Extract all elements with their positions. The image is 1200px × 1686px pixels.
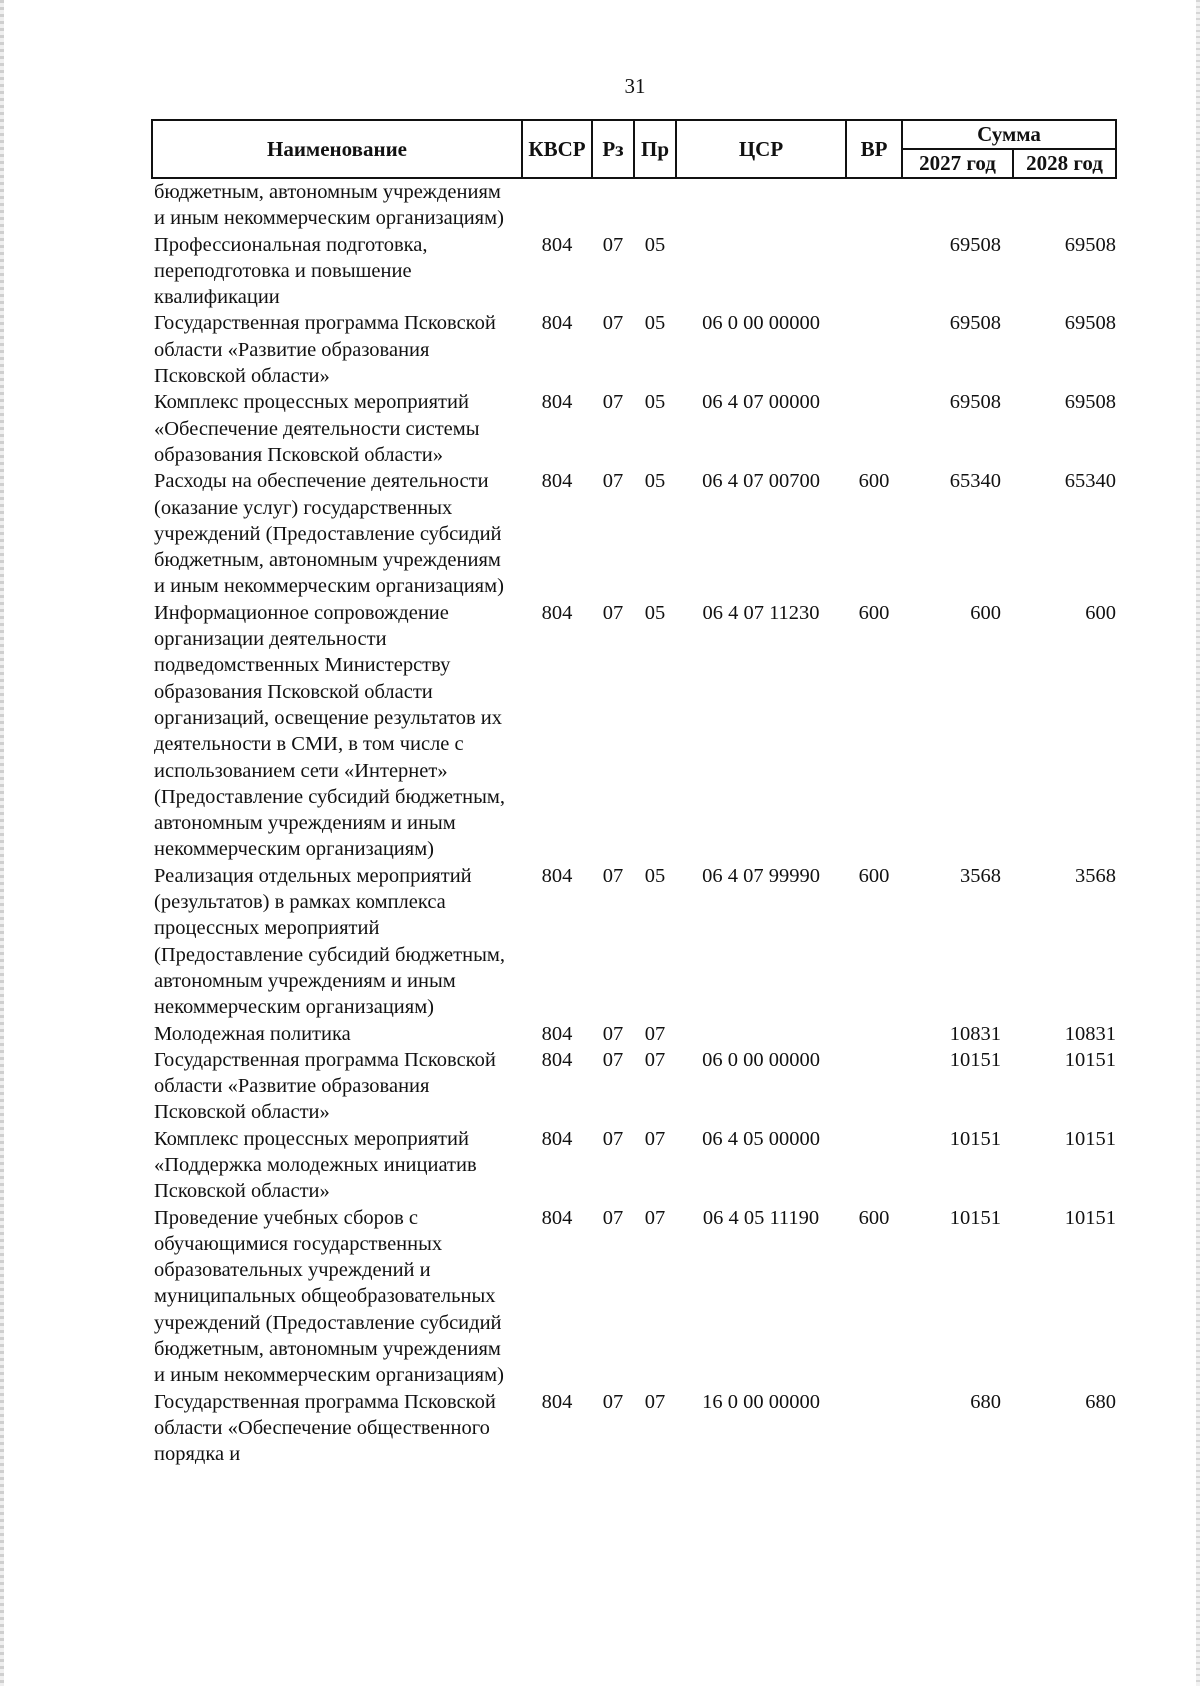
cell-kvsr: 804 [541, 864, 573, 887]
cell-csr: 06 4 07 11230 [702, 601, 820, 624]
cell-vr: 600 [858, 864, 890, 887]
cell-amount-2027: 680 [970, 1390, 1001, 1413]
cell-amount-2027: 69508 [949, 233, 1001, 256]
cell-pr: 05 [644, 391, 666, 414]
cell-amount-2027: 10151 [949, 1127, 1001, 1150]
header-year-2027: 2027 год [902, 149, 1013, 178]
cell-vr [846, 389, 902, 468]
table-header [152, 120, 1116, 178]
cell-pr: 07 [644, 1022, 666, 1045]
cell-amount-2027: 69508 [949, 312, 1001, 335]
cell-amount-2028: 10151 [1064, 1206, 1116, 1229]
header-pr: Пр [634, 120, 676, 178]
cell-amount-2028: 680 [1085, 1390, 1116, 1413]
cell-kvsr: 804 [541, 312, 573, 335]
table-row [152, 310, 1116, 389]
cell-amount-2027 [902, 178, 1013, 232]
cell-amount-2027: 69508 [949, 391, 1001, 414]
cell-amount-2028: 69508 [1064, 312, 1116, 335]
cell-amount-2028: 10151 [1064, 1048, 1116, 1071]
cell-csr: 06 4 07 00000 [702, 391, 820, 414]
cell-csr: 06 4 07 99990 [702, 864, 820, 887]
cell-pr: 07 [644, 1127, 666, 1150]
cell-kvsr: 804 [541, 1127, 573, 1150]
cell-rz: 07 [602, 470, 624, 493]
cell-kvsr [522, 178, 592, 232]
table-body [152, 178, 1116, 1468]
cell-kvsr: 804 [541, 470, 573, 493]
cell-name: Комплекс процессных мероприятий «Обеспечение деятельности системы образования Псковской области» [154, 391, 480, 466]
cell-pr [634, 178, 676, 232]
cell-vr: 600 [858, 601, 890, 624]
budget-table [151, 119, 1117, 1468]
cell-csr: 06 0 00 00000 [702, 312, 820, 335]
cell-amount-2027: 65340 [949, 470, 1001, 493]
cell-amount-2027: 10831 [949, 1022, 1001, 1045]
table-row [152, 1126, 1116, 1205]
cell-rz: 07 [602, 1206, 624, 1229]
cell-csr: 16 0 00 00000 [702, 1390, 820, 1413]
cell-vr [846, 232, 902, 311]
cell-name: Государственная программа Псковской области «Обеспечение общественного порядка и [154, 1390, 496, 1466]
cell-amount-2028: 10831 [1064, 1022, 1116, 1045]
cell-kvsr: 804 [541, 1048, 573, 1071]
header-name: Наименование [152, 120, 522, 178]
header-rz: Рз [592, 120, 634, 178]
cell-csr [676, 1021, 846, 1047]
scan-edge-left [0, 0, 4, 1686]
cell-amount-2028: 600 [1085, 601, 1116, 624]
cell-pr: 05 [644, 601, 666, 624]
header-year-2028: 2028 год [1013, 149, 1116, 178]
cell-csr: 06 4 05 00000 [702, 1127, 820, 1150]
cell-vr [846, 1021, 902, 1047]
cell-amount-2028: 65340 [1064, 470, 1116, 493]
cell-name: Профессиональная подготовка, переподготовка и повышение квалификации [154, 233, 428, 309]
cell-amount-2027: 3568 [960, 864, 1001, 887]
table-row [152, 232, 1116, 311]
cell-kvsr: 804 [541, 391, 573, 414]
cell-pr: 05 [644, 312, 666, 335]
header-sum: Сумма [902, 120, 1116, 149]
cell-name: Молодежная политика [154, 1022, 351, 1045]
cell-rz: 07 [602, 312, 624, 335]
cell-kvsr: 804 [541, 233, 573, 256]
table-row [152, 178, 1116, 232]
cell-kvsr: 804 [541, 1390, 573, 1413]
cell-amount-2027: 10151 [949, 1206, 1001, 1229]
cell-name: Реализация отдельных мероприятий (результатов) в рамках комплекса процессных мероприятий (Предоставление субсидий бюджетным, автономным учреждениям и иным некоммерческим организациям) [154, 864, 505, 1019]
table-row [152, 468, 1116, 599]
cell-amount-2028 [1013, 178, 1116, 232]
cell-rz [592, 178, 634, 232]
cell-rz: 07 [602, 1022, 624, 1045]
table-row [152, 1205, 1116, 1389]
cell-amount-2027: 10151 [949, 1048, 1001, 1071]
cell-rz: 07 [602, 391, 624, 414]
cell-pr: 05 [644, 233, 666, 256]
cell-amount-2027: 600 [970, 601, 1001, 624]
cell-csr: 06 4 05 11190 [702, 1206, 820, 1229]
cell-pr: 05 [644, 470, 666, 493]
cell-vr [846, 178, 902, 232]
cell-pr: 07 [644, 1206, 666, 1229]
table-row [152, 600, 1116, 863]
cell-kvsr: 804 [541, 1022, 573, 1045]
cell-vr: 600 [858, 470, 890, 493]
table-row [152, 1389, 1116, 1468]
cell-rz: 07 [602, 601, 624, 624]
cell-amount-2028: 69508 [1064, 391, 1116, 414]
cell-amount-2028: 69508 [1064, 233, 1116, 256]
header-vr: ВР [846, 120, 902, 178]
cell-kvsr: 804 [541, 1206, 573, 1229]
cell-name: Государственная программа Псковской области «Развитие образования Псковской области» [154, 1048, 496, 1124]
header-csr: ЦСР [676, 120, 846, 178]
cell-pr: 07 [644, 1390, 666, 1413]
cell-csr: 06 4 07 00700 [702, 470, 820, 493]
cell-name: Проведение учебных сборов с обучающимися государственных образовательных учреждений и муниципальных общеобразовательных учреждений (Предоставление субсидий бюджетным, автономным учреждениям и иным некоммерческим организациям) [154, 1206, 504, 1387]
cell-rz: 07 [602, 233, 624, 256]
table-row [152, 1047, 1116, 1126]
cell-name: Государственная программа Псковской области «Развитие образования Псковской области» [154, 312, 496, 388]
cell-vr: 600 [858, 1206, 890, 1229]
cell-rz: 07 [602, 1127, 624, 1150]
cell-amount-2028: 10151 [1064, 1127, 1116, 1150]
cell-name: Информационное сопровождение организации деятельности подведомственных Министерству образования Псковской области организаций, освещение результатов их деятельности в СМИ, в том числе с использованием сети «Интернет» (Предоставление субсидий бюджетным, автономным учреждениям и иным некоммерческим организациям) [154, 601, 505, 861]
table-row [152, 389, 1116, 468]
cell-kvsr: 804 [541, 601, 573, 624]
cell-vr [846, 1126, 902, 1205]
cell-pr: 07 [644, 1048, 666, 1071]
cell-vr [846, 1389, 902, 1468]
cell-name: бюджетным, автономным учреждениям и иным некоммерческим организациям) [154, 181, 504, 230]
cell-name: Комплекс процессных мероприятий «Поддержка молодежных инициатив Псковской области» [154, 1127, 477, 1203]
cell-name: Расходы на обеспечение деятельности (оказание услуг) государственных учреждений (Предоставление субсидий бюджетным, автономным учреждениям и иным некоммерческим организациям) [154, 470, 504, 598]
header-kvsr: КВСР [522, 120, 592, 178]
cell-csr [676, 232, 846, 311]
cell-pr: 05 [644, 864, 666, 887]
cell-csr: 06 0 00 00000 [702, 1048, 820, 1071]
cell-rz: 07 [602, 1048, 624, 1071]
cell-vr [846, 1047, 902, 1126]
table-row [152, 863, 1116, 1021]
cell-amount-2028: 3568 [1075, 864, 1116, 887]
scan-edge-right [1196, 0, 1200, 1686]
cell-rz: 07 [602, 864, 624, 887]
cell-rz: 07 [602, 1390, 624, 1413]
cell-csr [676, 178, 846, 232]
table-row [152, 1021, 1116, 1047]
cell-vr [846, 310, 902, 389]
page-number: 31 [624, 74, 646, 98]
